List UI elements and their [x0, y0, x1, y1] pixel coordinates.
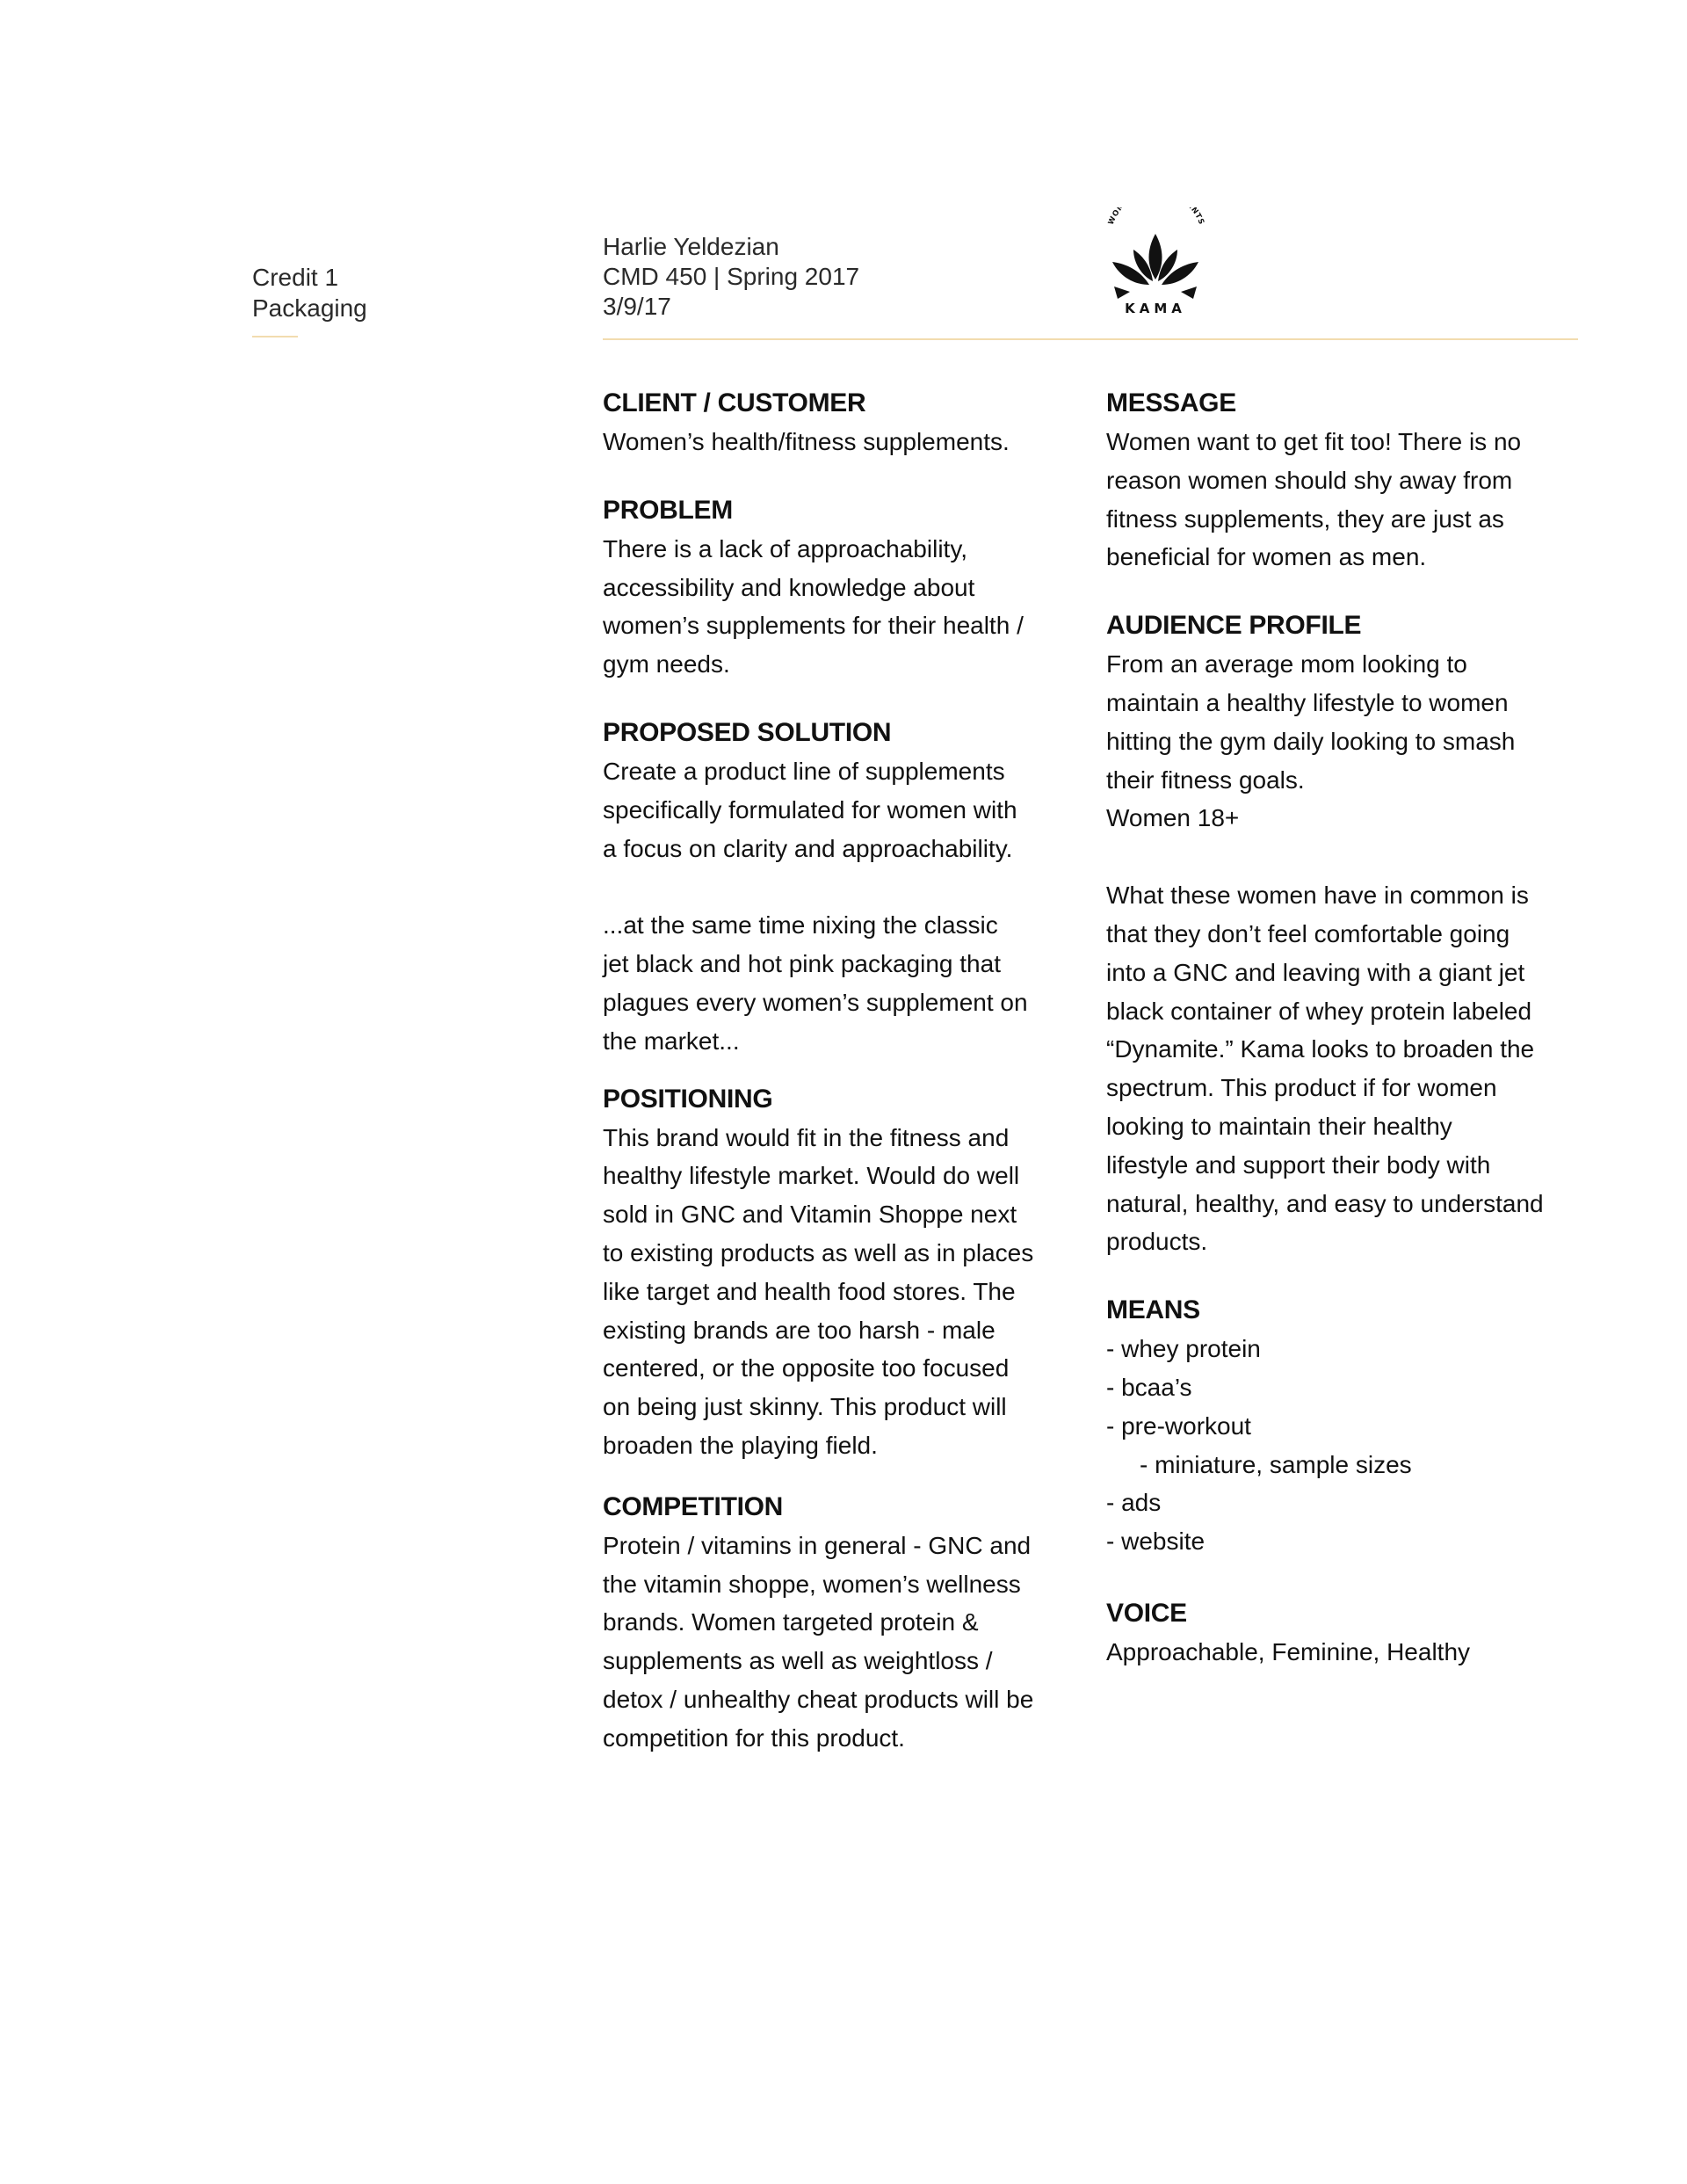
positioning-title: POSITIONING	[603, 1084, 773, 1114]
text-line: gym needs.	[603, 650, 730, 678]
text-line: a focus on clarity and approachability.	[603, 834, 1013, 862]
positioning-text	[603, 1119, 1077, 1465]
text-line: looking to maintain their healthy	[1106, 1112, 1452, 1140]
header-rule	[603, 338, 1578, 340]
author-name: Harlie Yeldezian	[603, 233, 779, 260]
text-line: the market...	[603, 1027, 740, 1055]
voice-title: VOICE	[1106, 1598, 1187, 1628]
list-item: - ads	[1106, 1489, 1162, 1517]
text-line: Create a product line of supplements	[603, 757, 1005, 785]
kama-logo	[1098, 207, 1213, 320]
logo-arc-text: WO NTS	[1106, 207, 1206, 227]
category-label: Packaging	[252, 294, 367, 322]
text-line: their fitness goals.	[1106, 765, 1305, 794]
text-line: detox / unhealthy cheat products will be	[603, 1685, 1034, 1713]
text-line: “Dynamite.” Kama looks to broaden the	[1106, 1035, 1535, 1063]
text-line: into a GNC and leaving with a giant jet	[1106, 958, 1525, 986]
side-label	[252, 262, 367, 323]
text-line: Women want to get fit too! There is no	[1106, 428, 1522, 455]
text-line: Women 18+	[1106, 804, 1240, 832]
left-column	[603, 384, 1077, 1758]
text-line: the vitamin shoppe, women’s wellness	[603, 1570, 1021, 1598]
text-line: centered, or the opposite too focused	[603, 1354, 1010, 1382]
message-text	[1106, 423, 1581, 577]
means-list	[1106, 1330, 1581, 1561]
text-line: natural, healthy, and easy to understand	[1106, 1189, 1544, 1217]
text-line: like target and health food stores. The	[603, 1277, 1016, 1305]
text-line: accessibility and knowledge about	[603, 573, 975, 601]
text-line: brands. Women targeted protein &	[603, 1608, 979, 1636]
text-line: There is a lack of approachability,	[603, 534, 968, 562]
text-line: jet black and hot pink packaging that	[603, 950, 1001, 978]
svg-text:WOMEN'S SUPPLEMENTS	[1107, 207, 1206, 226]
solution-title: PROPOSED SOLUTION	[603, 717, 892, 747]
text-line: supplements as well as weightloss /	[603, 1647, 993, 1675]
audience-title: AUDIENCE PROFILE	[1106, 611, 1362, 641]
credit-label: Credit 1	[252, 264, 339, 291]
course-info: CMD 450 | Spring 2017	[603, 263, 860, 290]
text-line: beneficial for women as men.	[1106, 543, 1427, 571]
text-line: maintain a healthy lifestyle to women	[1106, 688, 1509, 716]
solution-text	[603, 752, 1077, 867]
side-rule	[252, 336, 298, 337]
text-line: on being just skinny. This product will	[603, 1393, 1007, 1421]
audience-extra-text	[1106, 876, 1581, 1261]
list-subitem: - miniature, sample sizes	[1140, 1450, 1412, 1478]
text-line: existing brands are too harsh - male	[603, 1316, 996, 1344]
lotus-leaf-icon	[1098, 207, 1213, 320]
date: 3/9/17	[603, 293, 671, 320]
message-title: MESSAGE	[1106, 388, 1236, 417]
logo-wordmark: KAMA	[1125, 301, 1186, 316]
header-meta	[603, 232, 859, 322]
competition-title: COMPETITION	[603, 1491, 784, 1521]
list-item: - bcaa’s	[1106, 1373, 1192, 1401]
text-line: healthy lifestyle market. Would do well	[603, 1162, 1020, 1190]
text-line: fitness supplements, they are just as	[1106, 504, 1504, 533]
text-line: From an average mom looking to	[1106, 650, 1467, 678]
text-line: spectrum. This product if for women	[1106, 1074, 1497, 1102]
text-line: reason women should shy away from	[1106, 466, 1513, 494]
means-title: MEANS	[1106, 1295, 1200, 1325]
text-line: lifestyle and support their body with	[1106, 1150, 1491, 1179]
text-line: broaden the playing field.	[603, 1431, 878, 1459]
text-line: that they don’t feel comfortable going	[1106, 919, 1510, 947]
text-line: competition for this product.	[603, 1723, 905, 1752]
text-line: ...at the same time nixing the classic	[603, 911, 998, 940]
text-line: specifically formulated for women with	[603, 795, 1017, 824]
solution-extra-text	[603, 906, 1077, 1060]
text-line: sold in GNC and Vitamin Shoppe next	[603, 1201, 1017, 1229]
voice-text: Approachable, Feminine, Healthy	[1106, 1637, 1471, 1665]
text-line: Women’s health/fitness supplements.	[603, 428, 1010, 455]
problem-text	[603, 530, 1077, 684]
list-item: - pre-workout	[1106, 1411, 1251, 1440]
audience-text	[1106, 645, 1581, 838]
text-line: products.	[1106, 1228, 1208, 1256]
list-item: - whey protein	[1106, 1335, 1261, 1363]
text-line: to existing products as well as in places	[603, 1238, 1034, 1266]
client-title: CLIENT / CUSTOMER	[603, 388, 866, 417]
competition-text	[603, 1527, 1077, 1758]
text-line: black container of whey protein labeled	[1106, 997, 1532, 1025]
list-item: - website	[1106, 1527, 1206, 1556]
text-line: What these women have in common is	[1106, 882, 1529, 910]
right-column	[1106, 384, 1581, 1672]
text-line: plagues every women’s supplement on	[603, 988, 1028, 1016]
text-line: hitting the gym daily looking to smash	[1106, 727, 1516, 755]
text-line: Protein / vitamins in general - GNC and	[603, 1531, 1032, 1559]
problem-title: PROBLEM	[603, 495, 733, 525]
client-text	[603, 423, 1077, 461]
text-line: women’s supplements for their health /	[603, 612, 1024, 640]
text-line: This brand would fit in the fitness and	[603, 1123, 1010, 1151]
